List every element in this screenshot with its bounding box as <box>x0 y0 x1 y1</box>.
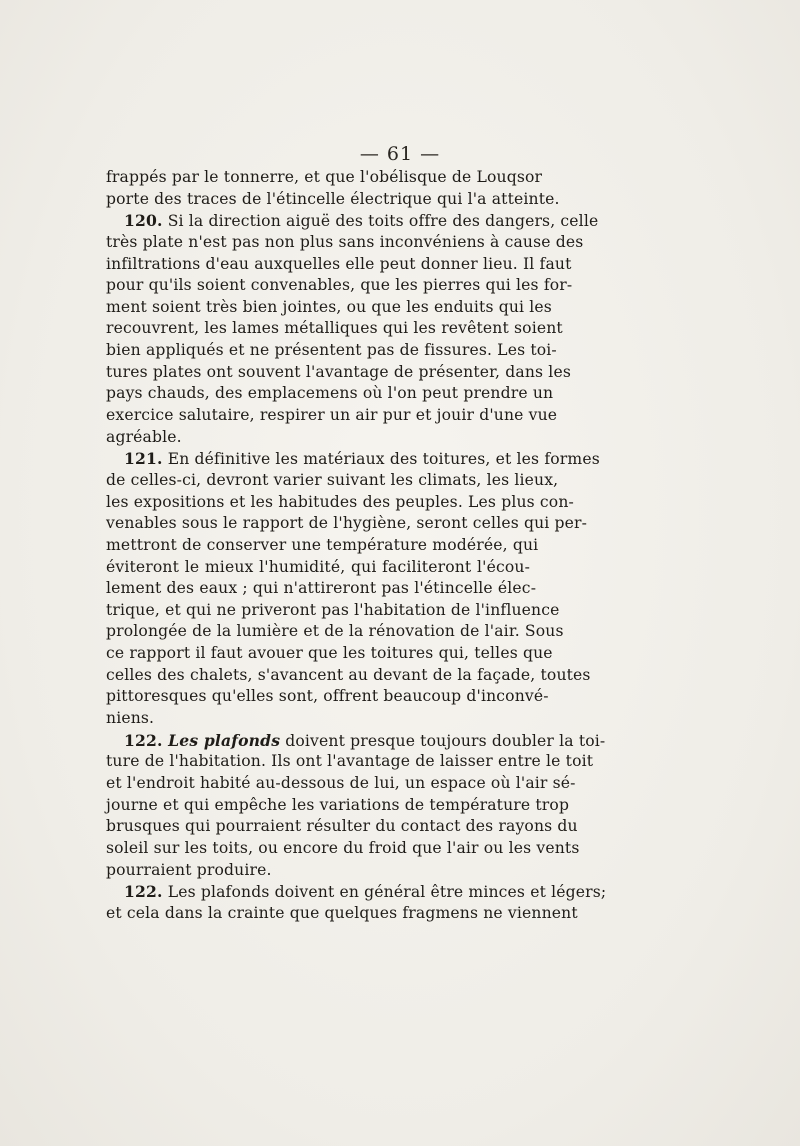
paragraph-number: 121. <box>124 449 163 469</box>
text-line <box>106 318 563 340</box>
text-line <box>106 816 578 838</box>
text-line <box>106 232 584 254</box>
text-line <box>106 903 578 925</box>
text-line <box>106 686 549 708</box>
line-text: frappés par le tonnerre, et que l'obélisque de Louqsor <box>106 168 543 186</box>
text-line <box>106 275 573 297</box>
text-line <box>106 730 606 752</box>
line-text: très plate n'est pas non plus sans inconvéniens à cause des <box>106 232 584 251</box>
text-line <box>106 383 554 405</box>
paragraph-number: 122. <box>124 730 163 750</box>
line-text: Si la direction aiguë des toits offre des dangers, celle <box>162 212 599 231</box>
text-line <box>106 513 588 535</box>
line-text: celles des chalets, s'avancent au devant de la façade, toutes <box>106 665 591 684</box>
line-text: et l'endroit habité au-dessous de lui, un espace où l'air sé- <box>106 773 576 792</box>
text-line <box>106 621 564 643</box>
text-line <box>106 189 560 211</box>
line-text: ment soient très bien jointes, ou que les enduits qui les <box>106 297 552 316</box>
line-text: pour qu'ils soient convenables, que les pierres qui les for- <box>106 276 573 295</box>
text-line <box>106 773 576 795</box>
line-text: exercice salutaire, respirer un air pur et jouir d'une vue <box>106 406 558 425</box>
line-text: brusques qui pourraient résulter du contact des rayons du <box>106 817 578 836</box>
line-text: pittoresques qu'elles sont, offrent beaucoup d'inconvé- <box>106 687 549 706</box>
line-text: porte des traces de l'étincelle électrique qui l'a atteinte. <box>106 189 560 208</box>
text-line <box>106 254 572 276</box>
line-text: de celles-ci, devront varier suivant les climats, les lieux, <box>106 470 559 489</box>
line-text: et cela dans la crainte que quelques fragmens ne viennent <box>106 903 578 922</box>
line-text: agréable. <box>106 427 182 446</box>
italic-term: Les plafonds <box>162 730 281 750</box>
text-line <box>106 297 552 319</box>
text-line <box>106 405 558 427</box>
text-line <box>106 492 574 514</box>
text-line <box>106 535 539 557</box>
text-line <box>106 470 559 492</box>
paragraph-number: 122. <box>124 882 163 902</box>
text-line <box>106 427 530 449</box>
line-text: les expositions et les habitudes des peuples. Les plus con- <box>106 492 574 511</box>
text-line <box>106 210 599 232</box>
line-text: tures plates ont souvent l'avantage de présenter, dans les <box>106 362 571 381</box>
text-line <box>106 665 591 687</box>
line-text: bien appliqués et ne présentent pas de fissures. Les toi- <box>106 341 557 360</box>
line-text: niens. <box>106 709 155 728</box>
line-text: infiltrations d'eau auxquelles elle peut donner lieu. Il faut <box>106 254 572 273</box>
line-text: Les plafonds doivent en général être minces et légers; <box>162 883 607 902</box>
page-number: — 61 — <box>359 143 441 165</box>
text-line <box>106 643 553 665</box>
line-text: En définitive les matériaux des toitures, et les formes <box>162 450 600 469</box>
line-text: pays chauds, des emplacemens où l'on peut prendre un <box>106 384 554 403</box>
line-text: prolongée de la lumière et de la rénovation de l'air. Sous <box>106 622 564 641</box>
line-text: trique, et qui ne priveront pas l'habitation de l'influence <box>106 600 560 619</box>
line-text: journe et qui empêche les variations de température trop <box>106 795 570 814</box>
text-line <box>106 362 571 384</box>
text-line <box>106 340 557 362</box>
text-line <box>106 838 580 860</box>
text-line <box>106 448 600 470</box>
body-text <box>106 167 607 924</box>
line-text: pourraient produire. <box>106 860 272 879</box>
line-text: éviteront le mieux l'humidité, qui faciliteront l'écou- <box>106 557 530 576</box>
text-line <box>106 860 530 882</box>
text-line <box>106 751 594 773</box>
text-line <box>106 167 543 189</box>
text-line <box>106 708 530 730</box>
line-text: soleil sur les toits, ou encore du froid que l'air ou les vents <box>106 838 580 857</box>
text-line <box>106 600 560 622</box>
paragraph-number: 120. <box>124 211 163 231</box>
line-text: lement des eaux ; qui n'attireront pas l'étincelle élec- <box>106 579 537 598</box>
line-text: doivent presque toujours doubler la toi- <box>280 731 606 750</box>
text-line <box>106 795 570 817</box>
line-text: recouvrent, les lames métalliques qui les revêtent soient <box>106 319 563 338</box>
text-line <box>106 578 537 600</box>
line-text: ture de l'habitation. Ils ont l'avantage de laisser entre le toit <box>106 752 594 771</box>
line-text: ce rapport il faut avouer que les toitures qui, telles que <box>106 644 553 663</box>
line-text: venables sous le rapport de l'hygiène, seront celles qui per- <box>106 514 588 533</box>
text-line <box>106 557 530 579</box>
line-text: mettront de conserver une température modérée, qui <box>106 535 539 554</box>
text-line <box>106 881 607 903</box>
